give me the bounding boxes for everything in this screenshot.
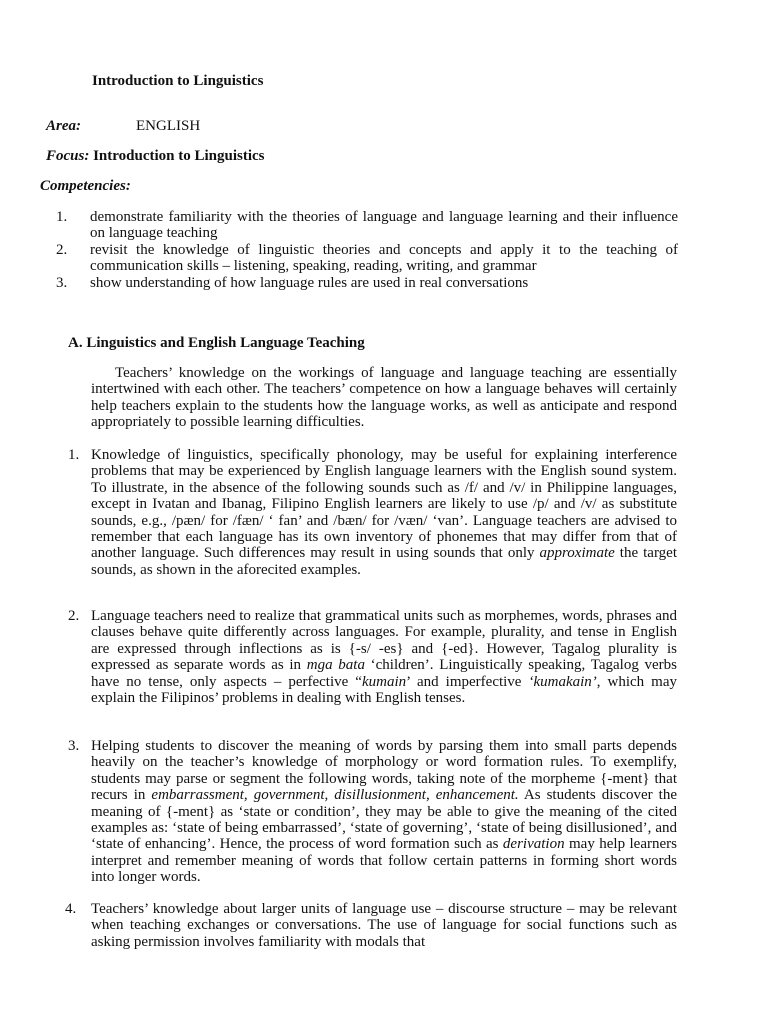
item-number: 1.	[68, 447, 80, 463]
item-emphasis: approximate	[539, 545, 615, 562]
competencies-list	[56, 209, 678, 291]
competencies-label: Competencies:	[40, 178, 131, 194]
item-number: 3.	[68, 738, 80, 754]
competency-item	[56, 275, 678, 291]
focus-row	[46, 148, 265, 164]
item-text: Helping students to discover the meaning of words by parsing them into small parts depends heavily on the teacher’s knowledge of morphology or word formation rules. To exemplify, students may parse or segment the following words, taking note of the morpheme {-ment} that recurs in	[91, 738, 677, 804]
area-value: ENGLISH	[136, 118, 201, 134]
competency-item	[56, 242, 678, 275]
competency-number: 2.	[56, 241, 68, 258]
area-row	[46, 118, 201, 134]
item-text: , which may explain the Filipinos’ problems in dealing with English tenses.	[91, 673, 678, 707]
item-emphasis: kumain	[361, 673, 407, 690]
item-number: 2.	[68, 608, 80, 624]
competency-text: demonstrate familiarity with the theories of language and language learning and their influence on language teaching	[90, 209, 678, 242]
item-emphasis: ‘kumakain’	[528, 673, 597, 690]
item-number: 4.	[65, 901, 77, 917]
item-emphasis: mga bata	[306, 657, 365, 674]
item-text: As students discover the meaning of {-ment} as ‘state or condition’, they may be able to give the meaning of the cited examples as: ‘state of being embarrassed’, ‘state of governing’, ‘state of being disillusioned’, and ‘state of enhancing’. Hence, the process of word formation such as	[91, 787, 677, 853]
numbered-item-2	[68, 608, 678, 707]
item-text: Teachers’ knowledge about larger units of language use – discourse structure – may be relevant when teaching exchanges or conversations. The use of language for social functions such as asking permission involves familiarity with modals that	[91, 901, 677, 950]
document-title: Introduction to Linguistics	[92, 73, 264, 89]
numbered-item-1	[68, 447, 677, 578]
competency-text: revisit the knowledge of linguistic theories and concepts and apply it to the teaching of communication skills – listening, speaking, reading, writing, and grammar	[90, 241, 678, 275]
intro-paragraph-text: Teachers’ knowledge on the workings of language and language teaching are essentially intertwined with each other. The teachers’ competence on how a language behaves will certainly help teachers explain to the students how the language works, as well as anticipate and respond appropriately to possible learning difficulties.	[91, 365, 677, 431]
competency-number: 3.	[56, 274, 68, 291]
intro-paragraph	[91, 365, 677, 431]
numbered-item-4	[65, 901, 677, 950]
item-text: Knowledge of linguistics, specifically phonology, may be useful for explaining interference problems that may be experienced by English language learners with the English sound system. To illustrate, in the absence of the following sounds such as /f/ and /v/ in Philippine languages, except in Ivatan and Ibanag, Filipino English learners are likely to use /p/ and /v/ as substitute sounds, e.g., /pæn/ for /fæn/ ‘ fan’ and /bæn/ for /væn/ ‘van’. Language teachers are advised to remember that each language has its own inventory of phonemes that may differ from that of another language. Such differences may result in using sounds that only	[91, 447, 677, 562]
area-label: Area:	[46, 118, 81, 134]
item-text: ‘children’. Linguistically speaking, Tagalog verbs have no tense, only aspects – perfective “	[91, 657, 678, 690]
item-text: Language teachers need to realize that grammatical units such as morphemes, words, phrases and clauses behave quite differently across languages. For example, plurality, and tense in English are expressed through inflections as is {-s/ -es} and {-ed}. However, Tagalog plurality is expressed as separate words as in	[91, 608, 677, 674]
item-text-end: the target sounds, as shown in the aforecited examples.	[91, 545, 677, 578]
numbered-item-3	[68, 738, 677, 886]
competency-item	[56, 209, 678, 242]
section-a-heading: A. Linguistics and English Language Teaching	[68, 335, 365, 351]
item-emphasis: embarrassment, government, disillusionment, enhancement.	[151, 787, 519, 804]
item-emphasis: derivation	[502, 836, 565, 853]
item-text: may help learners interpret and remember meaning of words that follow certain patterns in forming short words into longer words.	[91, 836, 677, 886]
competency-text: show understanding of how language rules are used in real conversations	[90, 274, 529, 291]
competency-number: 1.	[56, 209, 68, 225]
item-text: ’ and imperfective	[406, 673, 529, 690]
focus-label: Focus:	[46, 148, 90, 164]
focus-value: Introduction to Linguistics	[89, 148, 265, 164]
